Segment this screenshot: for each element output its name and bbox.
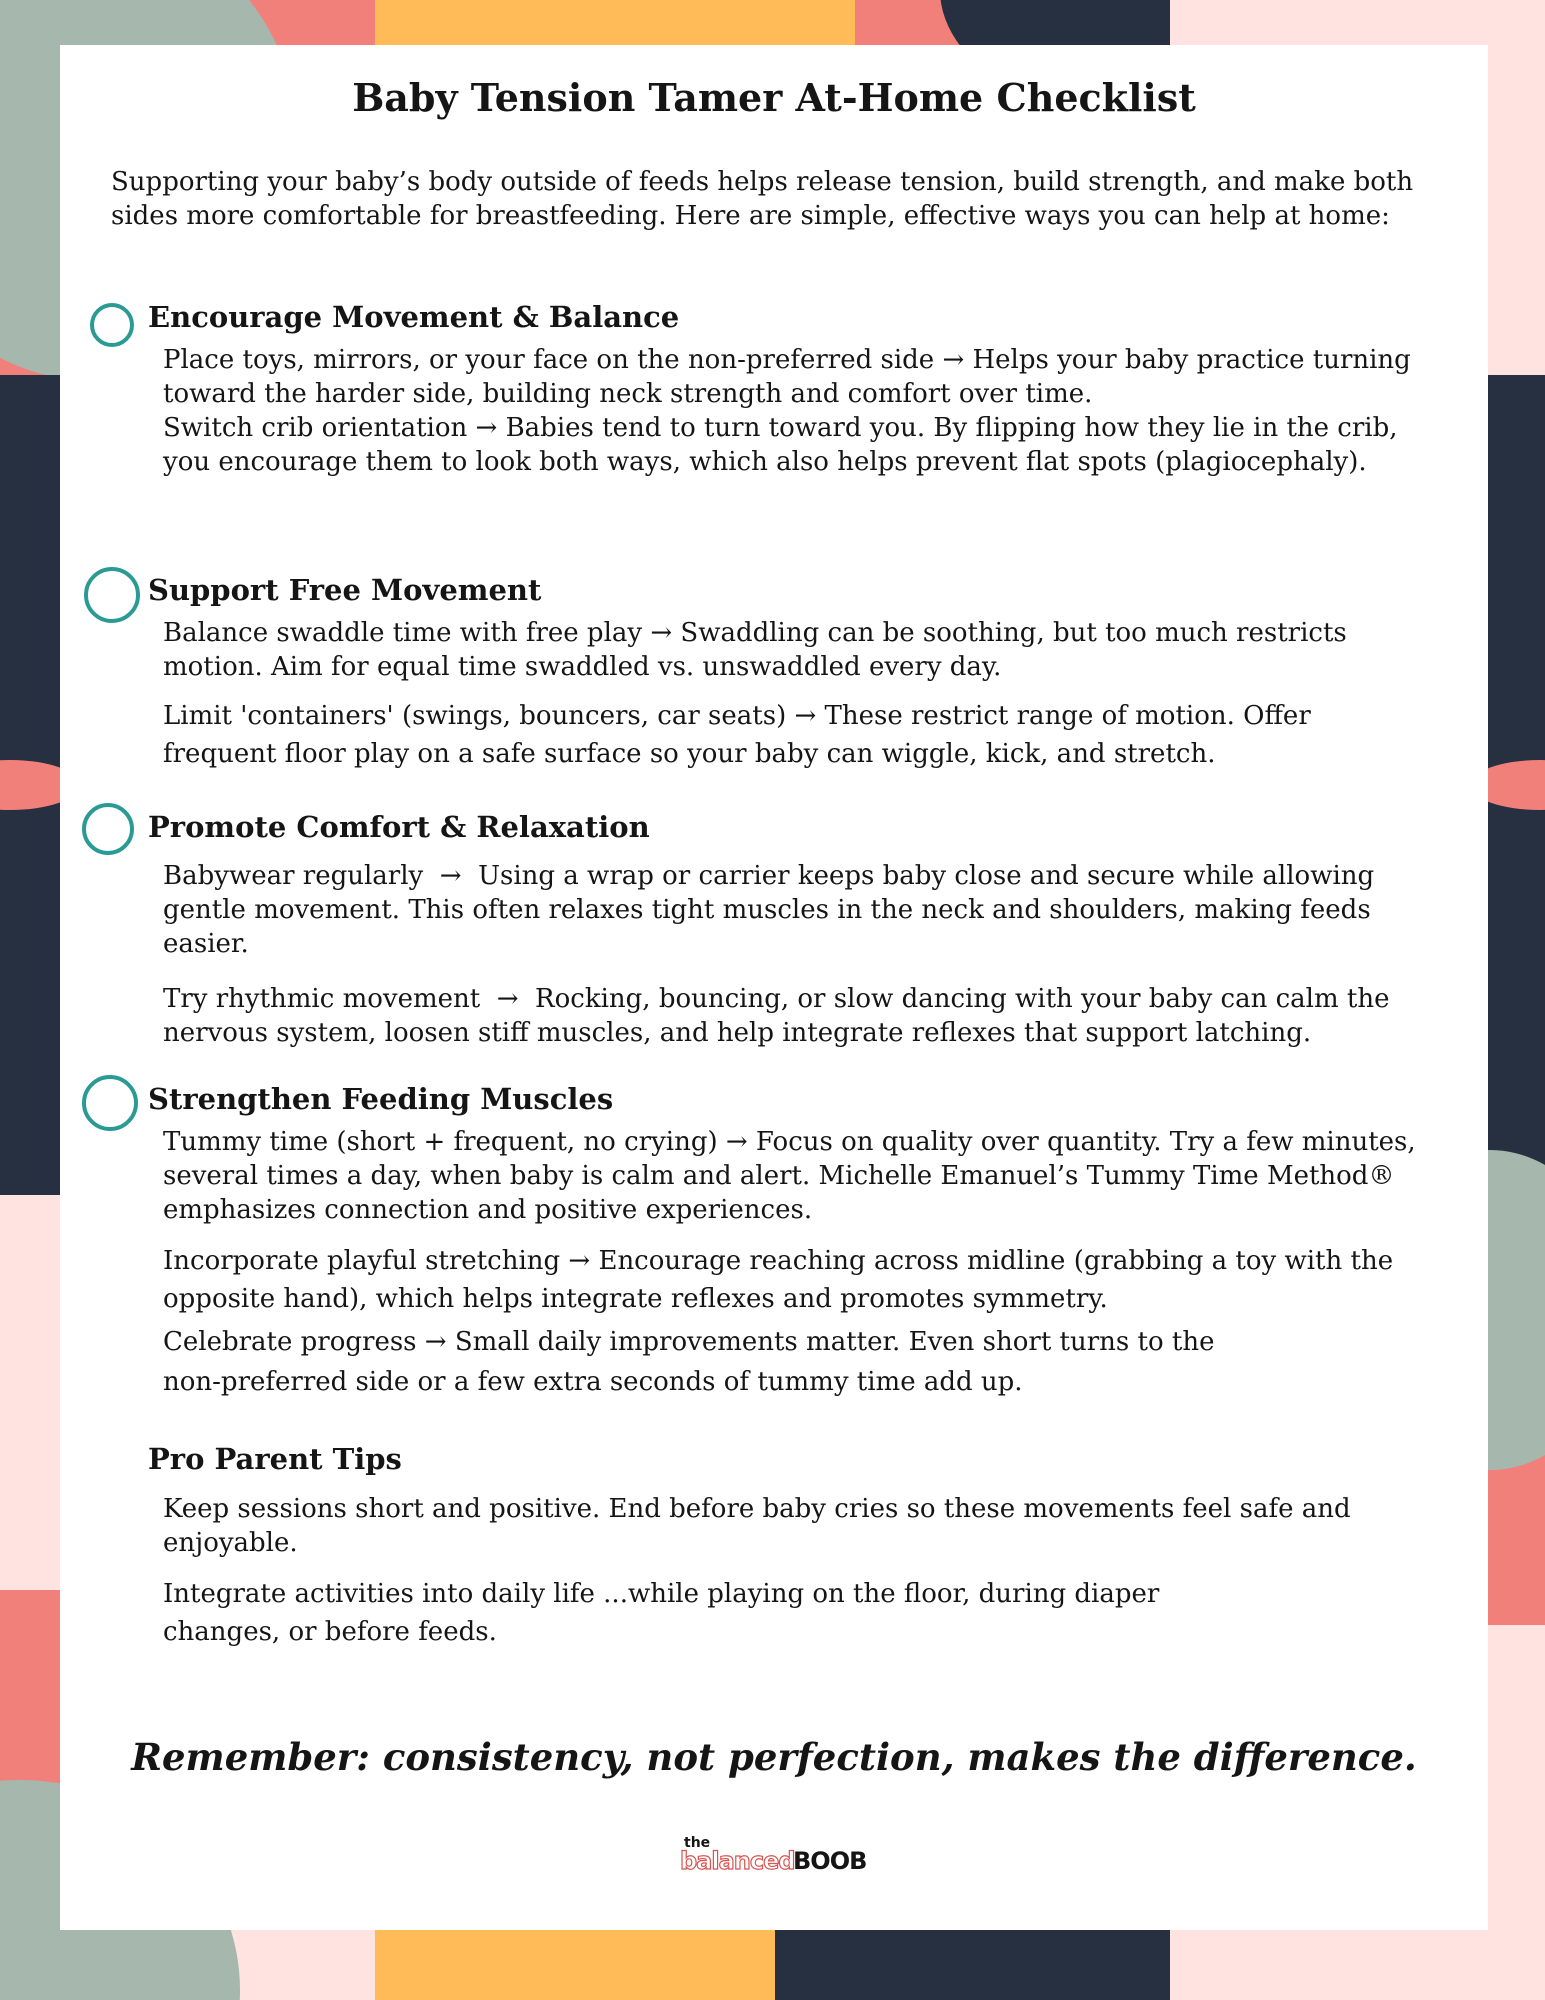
logo-boob-text: BOOB: [793, 1847, 867, 1875]
checkbox-circle-icon[interactable]: [84, 567, 140, 623]
section-heading: Encourage Movement & Balance: [148, 300, 680, 334]
intro-paragraph: Supporting your baby’s body outside of feeds helps release tension, build strength, and make both sides more comfortable for breastfeeding. Here are simple, effective ways you can help at home:: [111, 167, 1414, 231]
remember-callout: Remember: consistency, not perfection, makes the difference.: [131, 1735, 1417, 1779]
tip-item: Integrate activities into daily life ...while playing on the floor, during diaper changes, or before feeds.: [163, 1579, 1160, 1647]
section-heading: Support Free Movement: [148, 573, 542, 607]
section-heading: Promote Comfort & Relaxation: [148, 810, 650, 844]
logo-the-text: the: [684, 1835, 711, 1851]
list-item: Celebrate progress → Small daily improvements matter. Even short turns to the non-preferred side or a few extra seconds of tummy time add up.: [163, 1327, 1215, 1397]
checklist-page: [60, 45, 1488, 1930]
checkbox-circle-icon[interactable]: [90, 303, 134, 347]
tips-heading: Pro Parent Tips: [148, 1442, 402, 1476]
section-heading: Strengthen Feeding Muscles: [148, 1082, 614, 1116]
checkbox-circle-icon[interactable]: [82, 803, 134, 855]
list-item: Limit 'containers' (swings, bouncers, car seats) → These restrict range of motion. Offer frequent floor play on a safe surface so your baby can wiggle, kick, and stretch.: [163, 701, 1311, 769]
list-item: Try rhythmic movement → Rocking, bouncing, or slow dancing with your baby can calm the nervous system, loosen stiff muscles, and help integrate reflexes that support latching.: [163, 984, 1398, 1048]
logo-balanced-text: balanced: [680, 1847, 795, 1875]
list-item: Tummy time (short + frequent, no crying) → Focus on quality over quantity. Try a few minutes, several times a day, when baby is calm and alert. Michelle Emanuel’s Tummy Time Method® emphasizes connection and positive experiences.: [163, 1127, 1416, 1225]
brand-logo: [680, 1835, 880, 1875]
tip-item: Keep sessions short and positive. End before baby cries so these movements feel safe and enjoyable.: [163, 1494, 1351, 1558]
list-item: Incorporate playful stretching → Encourage reaching across midline (grabbing a toy with the opposite hand), which helps integrate reflexes and promotes symmetry.: [163, 1246, 1394, 1314]
checkbox-circle-icon[interactable]: [82, 1075, 138, 1131]
page-title: Baby Tension Tamer At-Home Checklist: [352, 75, 1196, 120]
list-item: Switch crib orientation → Babies tend to turn toward you. By flipping how they lie in the crib, you encourage them to look both ways, which also helps prevent flat spots (plagiocephaly).: [163, 413, 1398, 477]
list-item: Babywear regularly → Using a wrap or carrier keeps baby close and secure while allowing gentle movement. This often relaxes tight muscles in the neck and shoulders, making feeds easier.: [163, 861, 1383, 959]
list-item: Place toys, mirrors, or your face on the non-preferred side → Helps your baby practice turning toward the harder side, building neck strength and comfort over time.: [163, 345, 1411, 409]
list-item: Balance swaddle time with free play → Swaddling can be soothing, but too much restricts motion. Aim for equal time swaddled vs. unswaddled every day.: [163, 618, 1347, 682]
